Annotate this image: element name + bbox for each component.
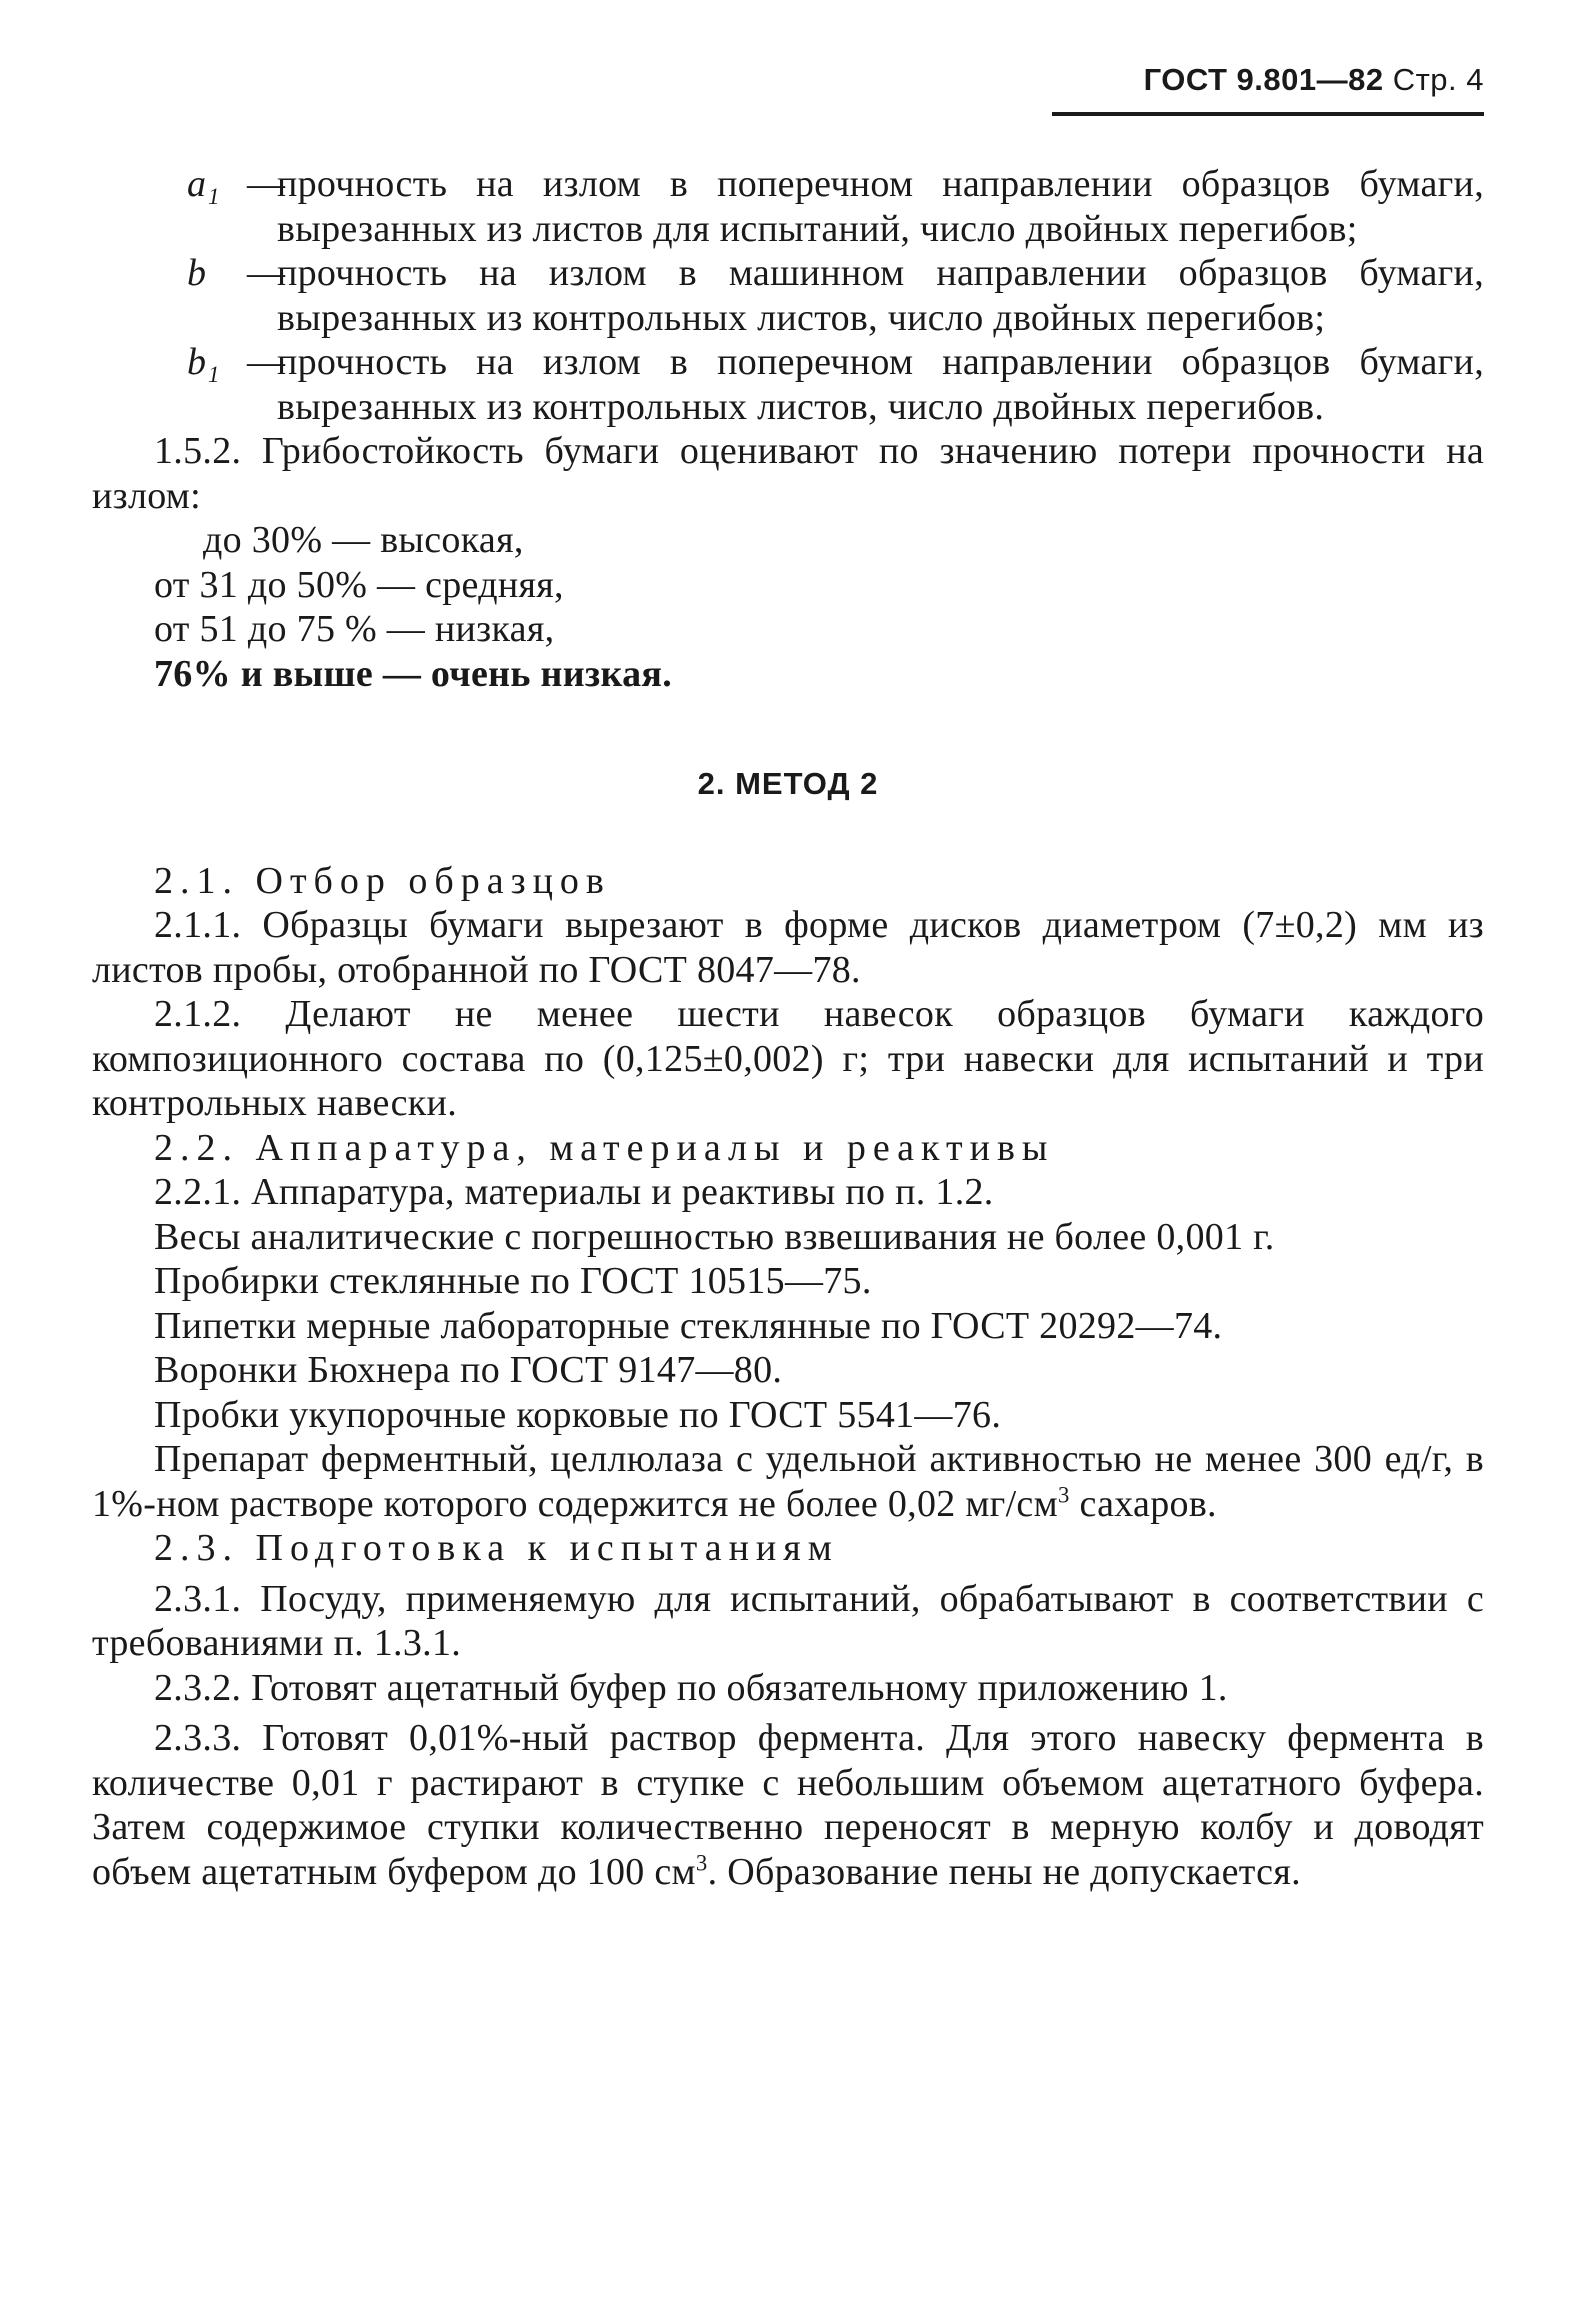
definition-symbol: b₁: [187, 341, 220, 383]
definition-b: [187, 251, 1484, 340]
definition-b1: [187, 340, 1484, 429]
standard-code: ГОСТ 9.801—82: [1143, 62, 1384, 97]
paragraph-1-5-2: 1.5.2. Грибостойкость бумаги оценивают по значению потери прочности на излом:: [92, 430, 1484, 517]
item-scales: Весы аналитические с погрешностью взвешивания не более 0,001 г.: [154, 1215, 1275, 1258]
grade-low: от 51 до 75 % — низкая,: [154, 608, 555, 650]
document-body: [92, 162, 1484, 1894]
superscript: 3: [695, 1849, 708, 1875]
definition-symbol: b: [187, 252, 207, 294]
grade-medium: от 31 до 50% — средняя,: [154, 563, 564, 606]
item-funnels: Воронки Бюхнера по ГОСТ 9147—80.: [154, 1349, 783, 1391]
item-tubes: Пробирки стеклянные по ГОСТ 10515—75.: [154, 1260, 872, 1302]
paragraph-2-3-1: 2.3.1. Посуду, применяемую для испытаний, обрабатывают в соответствии с требованиями п. 1.3.1.: [92, 1577, 1484, 1664]
item-enzyme-tail: сахаров.: [1069, 1482, 1217, 1525]
paragraph-2-3-3-text: 2.3.3. Готовят 0,01%-ный раствор фермента. Для этого навеску фермента в количестве 0,01 г растирают в ступке с небольшим объемом ацетатного буфера. Затем содержимое ступки количественно переносят в мерную колбу и доводят объем ацетатным буфером до 100 см: [92, 1717, 1484, 1893]
definition-dash: —: [247, 252, 286, 294]
paragraph-2-3-2: 2.3.2. Готовят ацетатный буфер по обязательному приложению 1.: [154, 1666, 1228, 1709]
definition-text: прочность на излом в машинном направлении образцов бумаги, вырезанных из контрольных листов, число двойных перегибов;: [277, 252, 1484, 339]
paragraph-2-1-2: 2.1.2. Делают не менее шести навесок образцов бумаги каждого композиционного состава по (0,125±0,002) г; три навески для испытаний и три контрольных навески.: [92, 993, 1484, 1124]
subsection-2-3: 2.3. Подготовка к испытаниям: [154, 1527, 839, 1569]
item-enzyme-text: Препарат ферментный, целлюлаза с удельной активностью не менее 300 ед/г, в 1%-ном растворе которого содержится не более 0,02 мг/см: [92, 1438, 1484, 1525]
item-pipettes: Пипетки мерные лабораторные стеклянные по ГОСТ 20292—74.: [154, 1304, 1223, 1347]
page-number: Стр. 4: [1392, 62, 1484, 97]
paragraph-2-3-3: [92, 1716, 1484, 1894]
item-corks: Пробки укупорочные корковые по ГОСТ 5541—76.: [154, 1393, 1002, 1436]
header-rule: [1052, 112, 1484, 116]
superscript: 3: [1057, 1481, 1070, 1507]
definition-text: прочность на излом в поперечном направлении образцов бумаги, вырезанных из листов для испытаний, число двойных перегибов;: [277, 163, 1484, 250]
resistance-grades: [154, 518, 1484, 696]
subsection-2-2: 2.2. Аппаратура, материалы и реактивы: [154, 1126, 1055, 1169]
definition-symbol: a₁: [187, 163, 220, 205]
definition-dash: —: [247, 341, 286, 383]
section-title: 2. МЕТОД 2: [697, 766, 879, 801]
grade-high: до 30% — высокая,: [154, 519, 524, 561]
paragraph-2-2-1: 2.2.1. Аппаратура, материалы и реактивы по п. 1.2.: [154, 1171, 994, 1213]
definition-a1: [187, 162, 1484, 251]
paragraph-2-1-1: 2.1.1. Образцы бумаги вырезают в форме дисков диаметром (7±0,2) мм из листов пробы, отобранной по ГОСТ 8047—78.: [92, 904, 1484, 991]
item-enzyme: [92, 1437, 1484, 1526]
page-header: [1144, 62, 1484, 98]
paragraph-2-3-3-tail: . Образование пены не допускается.: [707, 1850, 1301, 1893]
definition-text: прочность на излом в поперечном направлении образцов бумаги, вырезанных из контрольных листов, число двойных перегибов.: [277, 341, 1484, 428]
grade-very-low: 76% и выше — очень низкая.: [154, 652, 673, 695]
definition-dash: —: [247, 163, 286, 205]
subsection-2-1: 2.1. Отбор образцов: [154, 859, 611, 902]
